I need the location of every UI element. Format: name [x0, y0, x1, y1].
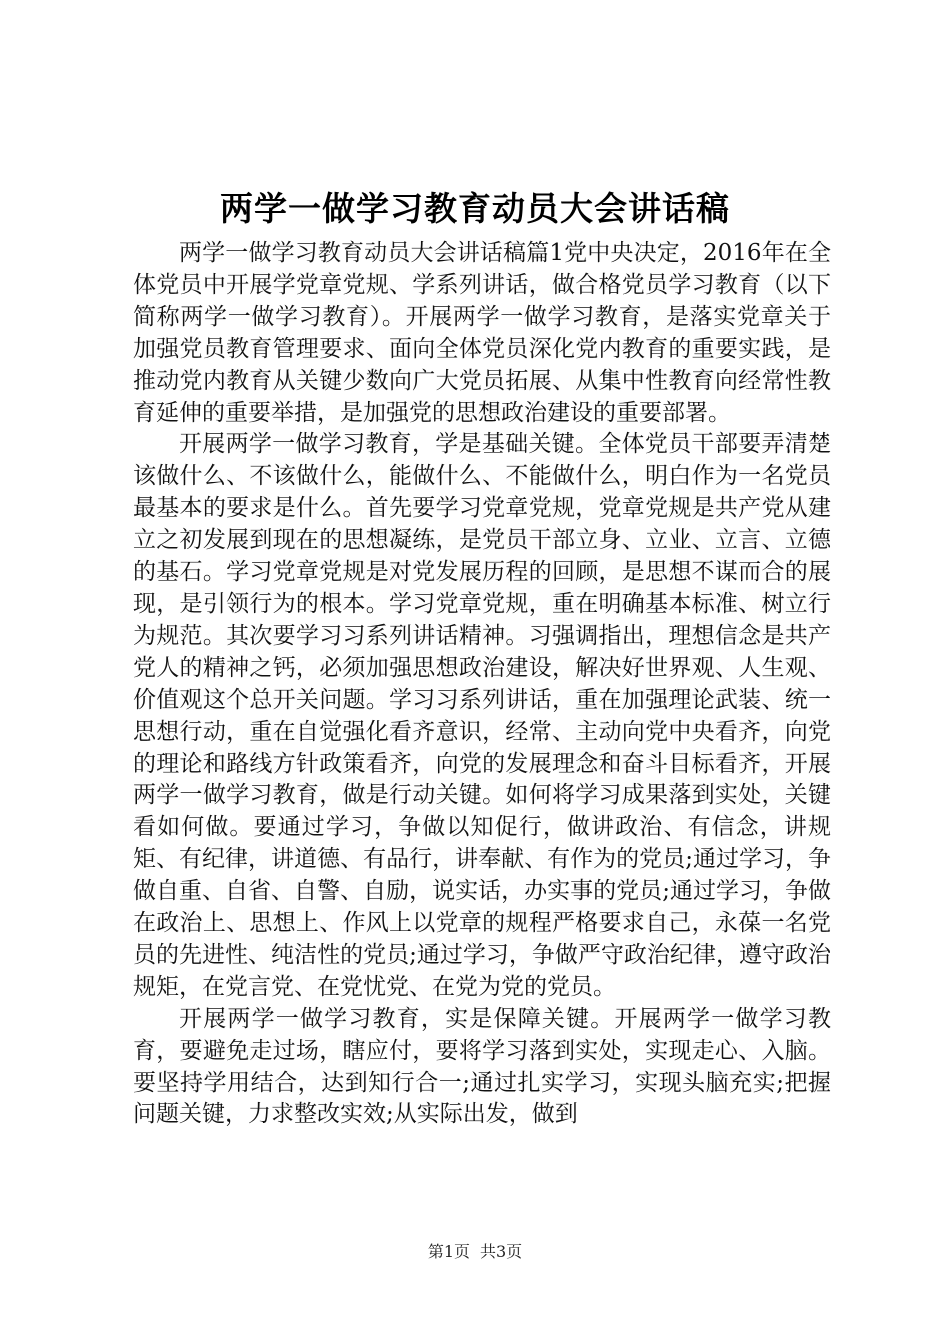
- document-title: 两学一做学习教育动员大会讲话稿: [220, 189, 730, 228]
- paragraph: 两学一做学习教育动员大会讲话稿篇1党中央决定，2016年在全体党员中开展学党章党规、学系列讲话，做合格党员学习教育（以下简称两学一做学习教育）。开展两学一做学习教育，是落实党章关于加强党员教育管理要求、面向全体党员深化党内教育的重要实践，是推动党内教育从关键少数向广大党员拓展、从集中性教育向经常性教育延伸的重要举措，是加强党的思想政治建设的重要部署。: [133, 240, 831, 426]
- document-body: [133, 238, 831, 1131]
- page-footer: [0, 1241, 950, 1263]
- paragraph: 开展两学一做学习教育，实是保障关键。开展两学一做学习教育，要避免走过场，瞎应付，要将学习落到实处，实现走心、入脑。要坚持学用结合，达到知行合一;通过扎实学习，实现头脑充实;把握问题关键，力求整改实效;从实际出发，做到: [133, 1005, 831, 1128]
- paragraph: 开展两学一做学习教育，学是基础关键。全体党员干部要弄清楚该做什么、不该做什么，能做什么、不能做什么，明白作为一名党员最基本的要求是什么。首先要学习党章党规，党章党规是共产党从建立之初发展到现在的思想凝练，是党员干部立身、立业、立言、立德的基石。学习党章党规是对党发展历程的回顾，是思想不谋而合的展现，是引领行为的根本。学习党章党规，重在明确基本标准、树立行为规范。其次要学习习系列讲话精神。习强调指出，理想信念是共产党人的精神之钙，必须加强思想政治建设，解决好世界观、人生观、价值观这个总开关问题。学习习系列讲话，重在加强理论武装、统一思想行动，重在自觉强化看齐意识，经常、主动向党中央看齐，向党的理论和路线方针政策看齐，向党的发展理念和奋斗目标看齐，开展两学一做学习教育，做是行动关键。如何将学习成果落到实处，关键看如何做。要通过学习，争做以知促行，做讲政治、有信念，讲规矩、有纪律，讲道德、有品行，讲奉献、有作为的党员;通过学习，争做自重、自省、自警、自励，说实话，办实事的党员;通过学习，争做在政治上、思想上、作风上以党章的规程严格要求自己，永葆一名党员的先进性、纯洁性的党员;通过学习，争做严守政治纪律，遵守政治规矩，在党言党、在党忧党、在党为党的党员。: [133, 431, 831, 1000]
- page-number: 第1页: [427, 1242, 470, 1261]
- page-total: 共3页: [480, 1242, 523, 1261]
